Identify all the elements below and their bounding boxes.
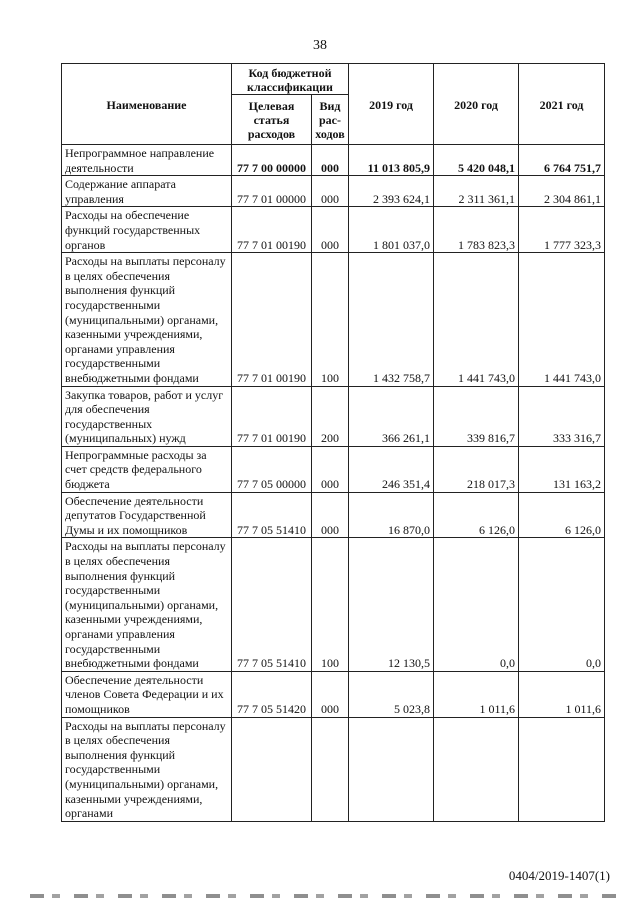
row-target-article: 77 7 01 00000 (232, 176, 312, 207)
row-expense-type: 100 (312, 253, 349, 386)
table-row (62, 717, 605, 821)
table-header (62, 64, 605, 145)
row-value-2019: 366 261,1 (349, 386, 434, 446)
row-target-article: 77 7 01 00190 (232, 386, 312, 446)
row-name: Непрограммные расходы за счет средств федерального бюджета (62, 446, 232, 492)
row-target-article: 77 7 05 00000 (232, 446, 312, 492)
row-value-2021: 6 764 751,7 (519, 145, 605, 176)
row-name: Непрограммное направление деятельности (62, 145, 232, 176)
row-name: Содержание аппарата управления (62, 176, 232, 207)
row-value-2020: 1 011,6 (434, 671, 519, 717)
document-number: 0404/2019-1407(1) (508, 868, 610, 883)
row-value-2021: 6 126,0 (519, 492, 605, 538)
row-value-2019 (349, 717, 434, 821)
row-expense-type: 000 (312, 145, 349, 176)
row-expense-type: 200 (312, 386, 349, 446)
row-target-article: 77 7 05 51410 (232, 492, 312, 538)
header-target-article: Целевая статья расходов (232, 95, 312, 145)
row-value-2020 (434, 717, 519, 821)
row-value-2021: 1 011,6 (519, 671, 605, 717)
row-expense-type: 000 (312, 207, 349, 253)
row-target-article: 77 7 05 51410 (232, 538, 312, 671)
row-value-2020: 2 311 361,1 (434, 176, 519, 207)
row-value-2021: 1 441 743,0 (519, 253, 605, 386)
row-value-2020: 5 420 048,1 (434, 145, 519, 176)
row-value-2019: 2 393 624,1 (349, 176, 434, 207)
row-target-article: 77 7 01 00190 (232, 253, 312, 386)
row-value-2020: 339 816,7 (434, 386, 519, 446)
row-value-2021: 131 163,2 (519, 446, 605, 492)
row-name: Обеспечение деятельности членов Совета Федерации и их помощников (62, 671, 232, 717)
row-value-2020: 1 783 823,3 (434, 207, 519, 253)
row-value-2019: 1 801 037,0 (349, 207, 434, 253)
header-year-2020: 2020 год (434, 64, 519, 145)
row-value-2020: 6 126,0 (434, 492, 519, 538)
row-expense-type: 000 (312, 446, 349, 492)
table-row (62, 145, 605, 176)
table-row (62, 671, 605, 717)
table-row (62, 207, 605, 253)
row-target-article: 77 7 00 00000 (232, 145, 312, 176)
row-value-2020: 218 017,3 (434, 446, 519, 492)
page-number: 38 (313, 38, 327, 53)
table-row (62, 253, 605, 386)
row-value-2019: 12 130,5 (349, 538, 434, 671)
row-expense-type: 000 (312, 492, 349, 538)
row-value-2019: 1 432 758,7 (349, 253, 434, 386)
header-expense-type: Вид рас- ходов (312, 95, 349, 145)
table-body (62, 145, 605, 822)
row-name: Закупка товаров, работ и услуг для обеспечения государственных (муниципальных) нужд (62, 386, 232, 446)
row-value-2019: 16 870,0 (349, 492, 434, 538)
table-row (62, 176, 605, 207)
row-expense-type: 100 (312, 538, 349, 671)
budget-table (61, 63, 605, 822)
table-row (62, 492, 605, 538)
row-value-2019: 5 023,8 (349, 671, 434, 717)
row-target-article (232, 717, 312, 821)
row-value-2019: 11 013 805,9 (349, 145, 434, 176)
scan-edge-artifact (30, 894, 620, 898)
row-value-2020: 1 441 743,0 (434, 253, 519, 386)
row-name: Расходы на выплаты персоналу в целях обеспечения выполнения функций государственными (муниципальными) органами, казенными учреждениями, органами управления государственными внебюджетными фондами (62, 538, 232, 671)
row-value-2021: 0,0 (519, 538, 605, 671)
row-expense-type (312, 717, 349, 821)
row-name: Расходы на обеспечение функций государственных органов (62, 207, 232, 253)
row-value-2021: 333 316,7 (519, 386, 605, 446)
row-value-2021: 1 777 323,3 (519, 207, 605, 253)
row-value-2019: 246 351,4 (349, 446, 434, 492)
header-code-group: Код бюджетной классификации (232, 64, 349, 95)
row-target-article: 77 7 01 00190 (232, 207, 312, 253)
table-row (62, 538, 605, 671)
row-target-article: 77 7 05 51420 (232, 671, 312, 717)
row-expense-type: 000 (312, 671, 349, 717)
header-year-2019: 2019 год (349, 64, 434, 145)
row-name: Расходы на выплаты персоналу в целях обеспечения выполнения функций государственными (муниципальными) органами, казенными учреждениями, органами (62, 717, 232, 821)
row-value-2021 (519, 717, 605, 821)
row-expense-type: 000 (312, 176, 349, 207)
table-row (62, 446, 605, 492)
row-name: Расходы на выплаты персоналу в целях обеспечения выполнения функций государственными (муниципальными) органами, казенными учреждениями, органами управления государственными внебюджетными фондами (62, 253, 232, 386)
row-value-2021: 2 304 861,1 (519, 176, 605, 207)
header-year-2021: 2021 год (519, 64, 605, 145)
row-name: Обеспечение деятельности депутатов Государственной Думы и их помощников (62, 492, 232, 538)
header-name: Наименование (62, 64, 232, 145)
row-value-2020: 0,0 (434, 538, 519, 671)
table-row (62, 386, 605, 446)
